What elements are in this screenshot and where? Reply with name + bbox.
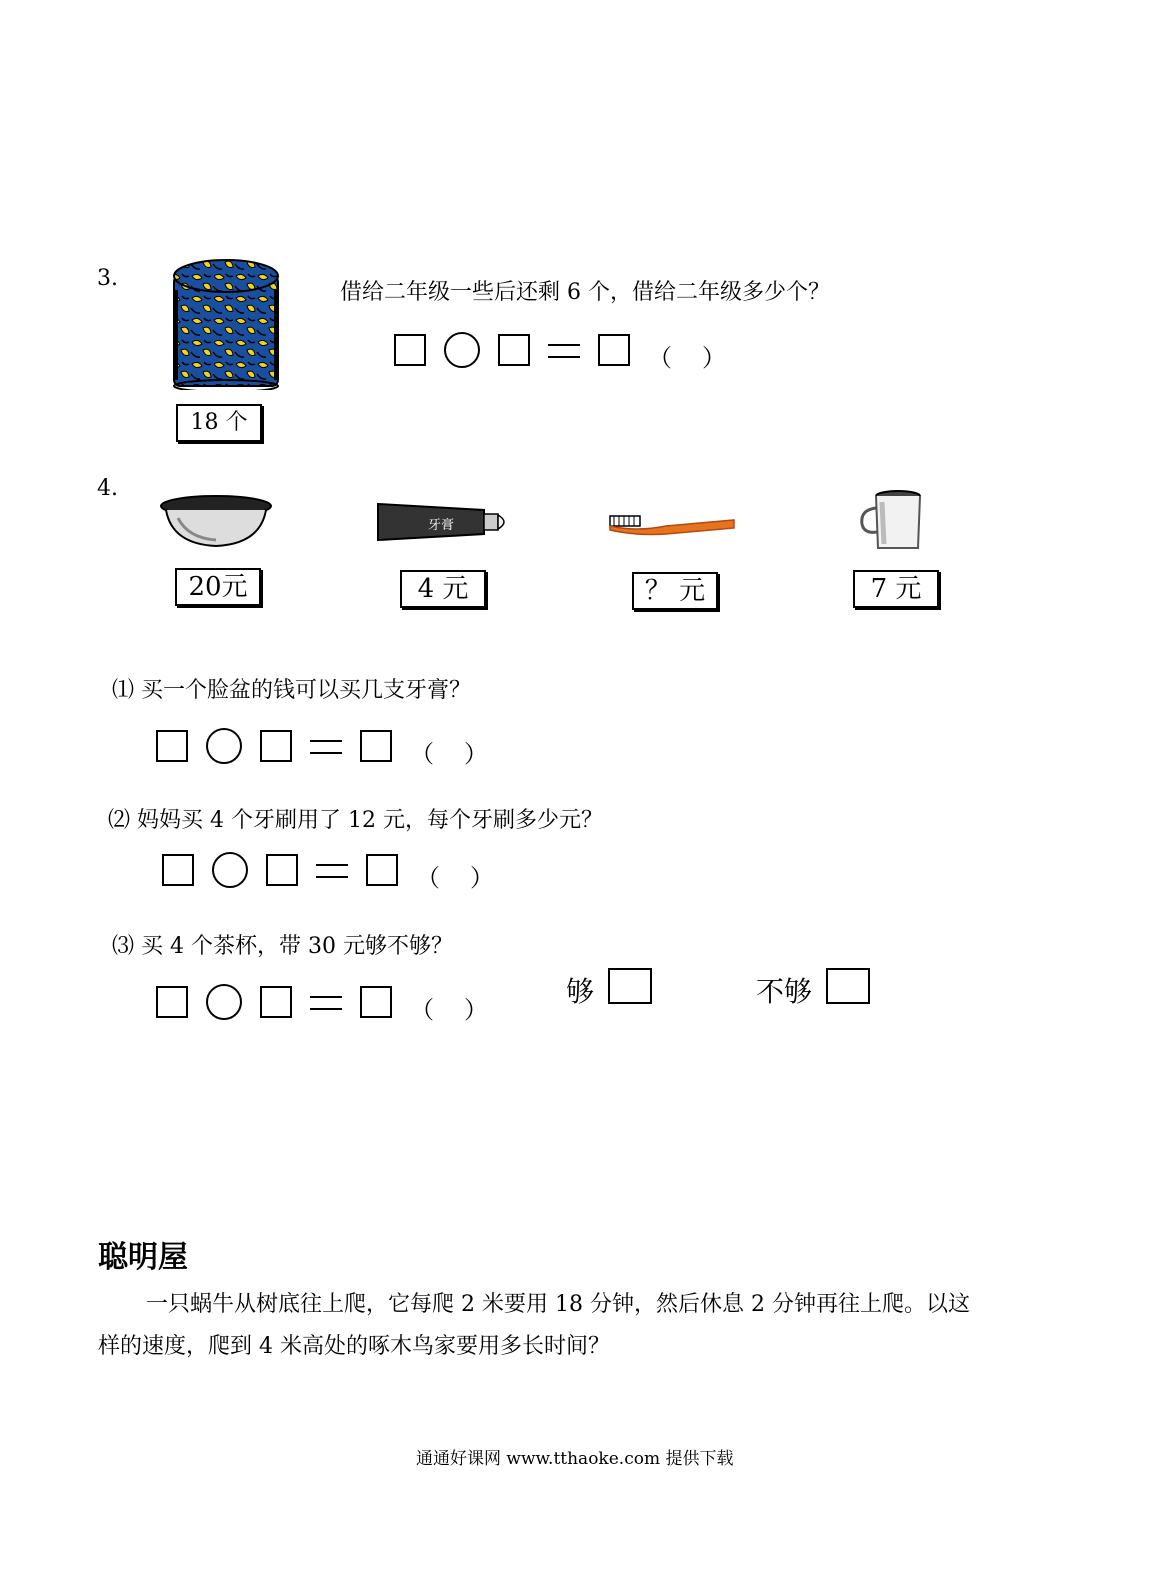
section-title: 聪明屋	[98, 1240, 188, 1275]
equals-sign	[310, 740, 342, 754]
sub-question-1-text: ⑴ 买一个脸盆的钱可以买几支牙膏？	[112, 678, 471, 703]
sub-question-3-text: ⑶ 买 4 个茶杯，带 30 元够不够？	[112, 934, 453, 959]
operator-circle[interactable]	[206, 984, 242, 1020]
puzzle-text-line-2: 样的速度，爬到 4 米高处的啄木鸟家要用多长时间？	[98, 1334, 610, 1359]
answer-box[interactable]	[394, 334, 426, 366]
answer-box[interactable]	[260, 986, 292, 1018]
sub-question-2-text: ⑵ 妈妈买 4 个牙刷用了 12 元，每个牙刷多少元？	[108, 808, 603, 833]
operator-circle[interactable]	[206, 728, 242, 764]
equals-sign	[548, 344, 580, 358]
cup-image	[856, 488, 926, 552]
answer-box[interactable]	[266, 854, 298, 886]
sub-question-2-equation	[162, 850, 494, 890]
answer-box[interactable]	[498, 334, 530, 366]
sub-question-1-equation	[156, 726, 488, 766]
toothbrush-image	[606, 508, 738, 538]
bead-jar-image	[168, 250, 284, 390]
unit-parentheses[interactable]: （ ）	[410, 995, 488, 1024]
washbasin-price: 20元	[175, 568, 261, 606]
not-enough-label: 不够	[756, 975, 813, 1008]
question-4-number: 4.	[97, 476, 118, 501]
washbasin-image	[158, 494, 274, 550]
not-enough-checkbox[interactable]	[826, 968, 870, 1004]
toothpaste-tube-text: 牙膏	[428, 518, 455, 533]
operator-circle[interactable]	[212, 852, 248, 888]
question-3-text: 借给二年级一些后还剩 6 个，借给二年级多少个？	[340, 280, 830, 305]
toothbrush-price: ？ 元	[632, 572, 718, 610]
cup-price: 7 元	[853, 570, 939, 608]
equals-sign	[316, 864, 348, 878]
sub-question-3-equation	[156, 982, 488, 1022]
question-3-number: 3.	[97, 266, 118, 291]
answer-box[interactable]	[360, 986, 392, 1018]
operator-circle[interactable]	[444, 332, 480, 368]
unit-parentheses[interactable]: （ ）	[648, 343, 726, 372]
question-3-equation	[394, 330, 726, 370]
enough-checkbox[interactable]	[608, 968, 652, 1004]
answer-box[interactable]	[260, 730, 292, 762]
puzzle-text-line-1: 一只蜗牛从树底往上爬，它每爬 2 米要用 18 分钟，然后休息 2 分钟再往上爬。以这	[146, 1292, 970, 1317]
answer-box[interactable]	[156, 730, 188, 762]
toothpaste-price: 4 元	[400, 570, 486, 608]
unit-parentheses[interactable]: （ ）	[416, 863, 494, 892]
unit-parentheses[interactable]: （ ）	[410, 739, 488, 768]
answer-box[interactable]	[156, 986, 188, 1018]
enough-label: 够	[566, 975, 595, 1008]
answer-box[interactable]	[366, 854, 398, 886]
equals-sign	[310, 996, 342, 1010]
answer-box[interactable]	[360, 730, 392, 762]
answer-box[interactable]	[162, 854, 194, 886]
answer-box[interactable]	[598, 334, 630, 366]
bead-count-label: 18 个	[176, 404, 262, 442]
footer-text: 通通好课网 www.tthaoke.com 提供下载	[416, 1449, 734, 1469]
